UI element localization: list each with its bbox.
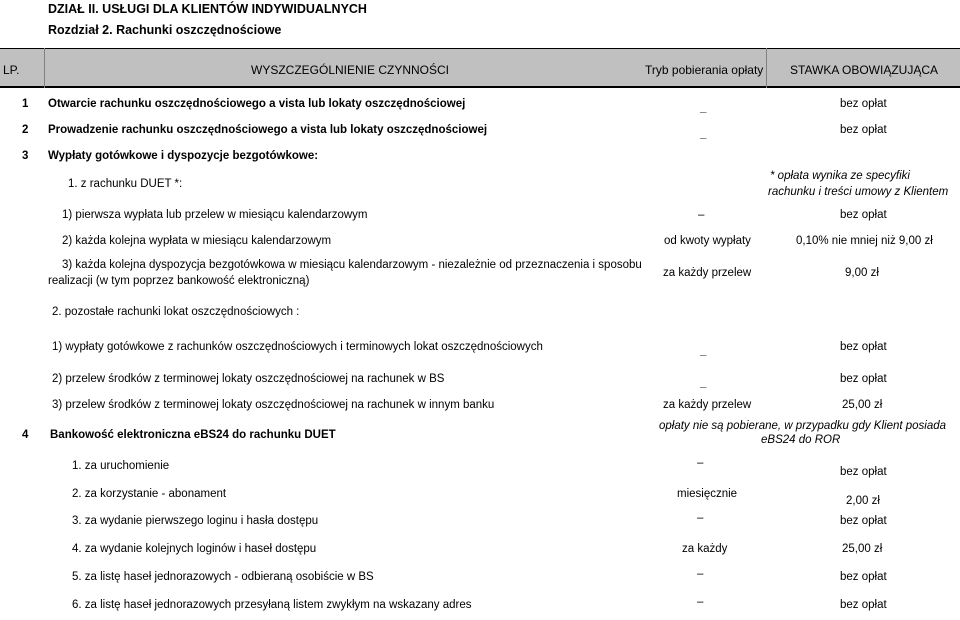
row-fee-mode: za każdy przelew: [663, 399, 752, 411]
row-description: 3) każda kolejna dyspozycja bezgotówkowa w miesiącu kalendarzowym - niezależnie od przeznaczenia i sposobu: [62, 259, 642, 271]
row-description: 1. za uruchomienie: [72, 460, 170, 472]
header-lp: LP.: [3, 63, 20, 77]
row-fee-mode: –: [697, 568, 704, 580]
row-rate: 0,10% nie mniej niż 9,00 zł: [796, 235, 933, 247]
row-rate: bez opłat: [840, 124, 887, 136]
header-divider: [766, 48, 767, 88]
row-fee-mode: _: [700, 345, 707, 357]
row-fee-mode: od kwoty wypłaty: [664, 235, 751, 247]
row-note: * opłata wynika ze specyfiki: [770, 170, 910, 182]
row-rate: bez opłat: [840, 466, 887, 478]
header-fee-mode: Tryb pobierania opłaty: [645, 63, 764, 77]
row-description: Prowadzenie rachunku oszczędnościowego a vista lub lokaty oszczędnościowej: [48, 124, 488, 136]
section-title: DZIAŁ II. USŁUGI DLA KLIENTÓW INDYWIDUALNYCH: [48, 2, 367, 16]
row-description: Otwarcie rachunku oszczędnościowego a vista lub lokaty oszczędnościowej: [48, 98, 466, 110]
chapter-title: Rozdział 2. Rachunki oszczędnościowe: [48, 23, 282, 37]
row-description: 2. pozostałe rachunki lokat oszczędnościowych :: [52, 306, 300, 318]
row-description: 2. za korzystanie - abonament: [72, 488, 227, 500]
row-rate: bez opłat: [840, 341, 887, 353]
row-note: opłaty nie są pobierane, w przypadku gdy Klient posiada: [659, 420, 947, 432]
row-rate: bez opłat: [840, 571, 887, 583]
row-number: 1: [22, 98, 29, 110]
row-note: rachunku i treści umowy z Klientem: [768, 186, 949, 198]
row-note: eBS24 do ROR: [761, 434, 841, 446]
table-header: [0, 48, 960, 88]
row-number: 3: [22, 150, 29, 162]
row-fee-mode: miesięcznie: [677, 488, 738, 500]
row-number: 4: [22, 429, 29, 441]
row-fee-mode: za każdy przelew: [663, 267, 752, 279]
row-rate: bez opłat: [840, 515, 887, 527]
row-fee-mode: –: [697, 512, 704, 524]
row-description: 2) każda kolejna wypłata w miesiącu kalendarzowym: [62, 235, 332, 247]
header-divider: [44, 48, 45, 88]
row-fee-mode: –: [697, 596, 704, 608]
row-fee-mode: _: [700, 102, 707, 114]
row-fee-mode: _: [700, 128, 707, 140]
row-rate: 2,00 zł: [846, 495, 880, 507]
row-description: Bankowość elektroniczna eBS24 do rachunku DUET: [50, 429, 336, 441]
row-description: 2) przelew środków z terminowej lokaty oszczędnościowej na rachunek w BS: [52, 373, 445, 385]
row-fee-mode: _: [700, 377, 707, 389]
row-fee-mode: za każdy: [682, 543, 728, 555]
row-fee-mode: –: [698, 209, 705, 221]
row-description: realizacji (w tym poprzez bankowość elektroniczną): [48, 275, 310, 287]
row-rate: 9,00 zł: [845, 267, 879, 279]
header-rate: STAWKA OBOWIĄZUJĄCA: [790, 63, 939, 77]
row-description: 1) pierwsza wypłata lub przelew w miesiącu kalendarzowym: [62, 209, 368, 221]
row-description: 1) wypłaty gotówkowe z rachunków oszczędnościowych i terminowych lokat oszczędnościowych: [52, 341, 543, 353]
row-rate: 25,00 zł: [842, 543, 883, 555]
row-fee-mode: –: [697, 457, 704, 469]
row-number: 2: [22, 124, 29, 136]
row-description: 3. za wydanie pierwszego loginu i hasła dostępu: [72, 515, 319, 527]
row-rate: bez opłat: [840, 373, 887, 385]
row-description: 4. za wydanie kolejnych loginów i haseł dostępu: [72, 543, 317, 555]
row-rate: bez opłat: [840, 209, 887, 221]
header-description: WYSZCZEGÓLNIENIE CZYNNOŚCI: [251, 63, 450, 77]
row-description: Wypłaty gotówkowe i dyspozycje bezgotówkowe:: [48, 150, 319, 162]
row-description: 3) przelew środków z terminowej lokaty oszczędnościowej na rachunek w innym banku: [52, 399, 495, 411]
row-description: 6. za listę haseł jednorazowych przesyłaną listem zwykłym na wskazany adres: [72, 599, 472, 611]
row-rate: bez opłat: [840, 599, 887, 611]
row-rate: bez opłat: [840, 98, 887, 110]
row-description: 5. za listę haseł jednorazowych - odbieraną osobiście w BS: [72, 571, 374, 583]
row-description: 1. z rachunku DUET *:: [68, 178, 183, 190]
row-rate: 25,00 zł: [842, 399, 883, 411]
